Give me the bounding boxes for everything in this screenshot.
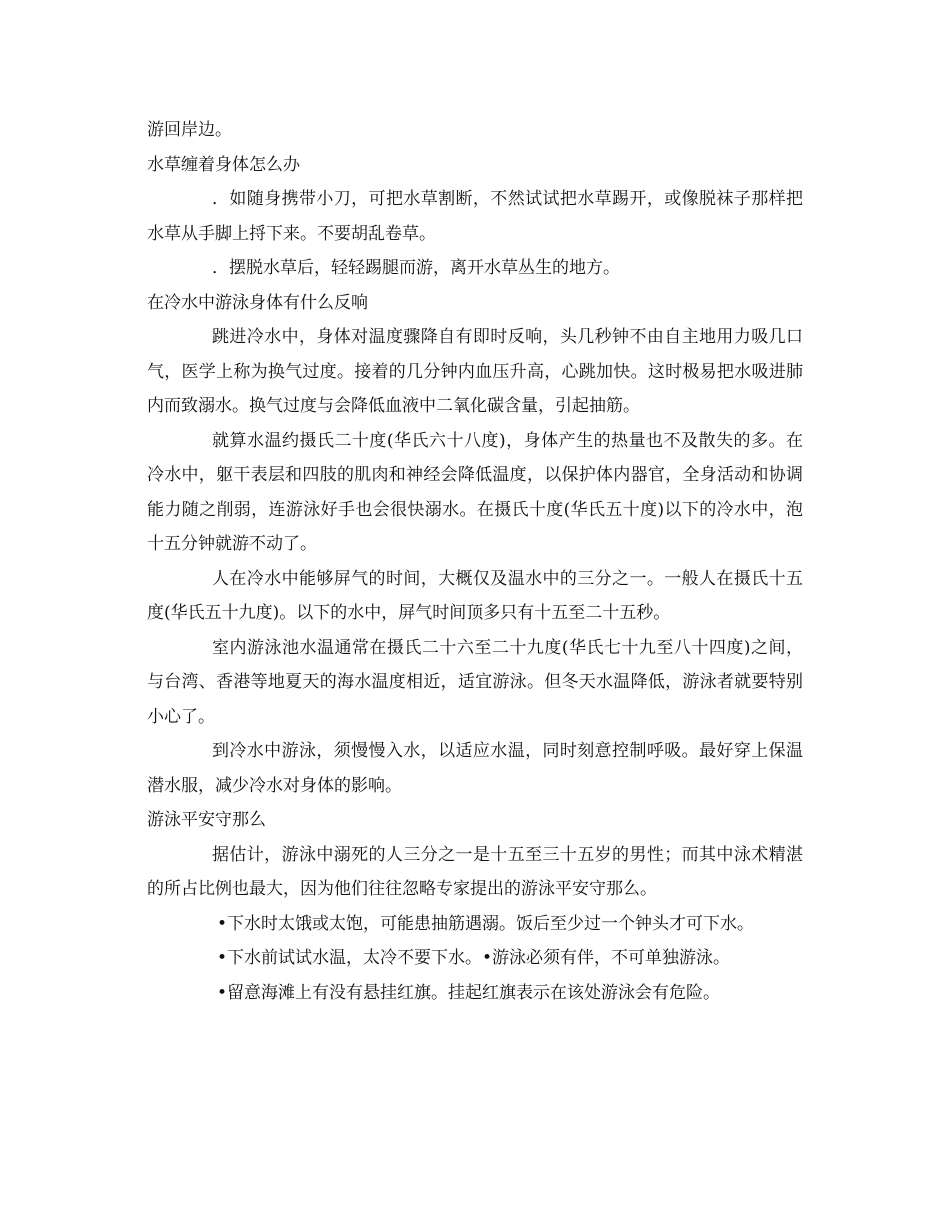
paragraph-heat-loss: 就算水温约摄氏二十度(华氏六十八度)，身体产生的热量也不及散失的多。在冷水中，躯干表层和四肢的肌肉和神经会降低温度，以保护体内器官，全身活动和协调能力随之削弱，连游泳好手也会很快溺水。在摄氏十度(华氏五十度)以下的冷水中，泡十五分钟就游不动了。 (147, 430, 803, 554)
paragraph-pool-temperature: 室内游泳池水温通常在摄氏二十六至二十九度(华氏七十九至八十四度)之间，与台湾、香港等地夏天的海水温度相近，适宜游泳。但冬天水温降低，游泳者就要特别小心了。 (147, 637, 803, 727)
bullet-water-temp-buddy: •下水前试试水温，太冷不要下水。•游泳必须有伴，不可单独游泳。 (217, 948, 731, 968)
paragraph-escape-weed: ．摆脱水草后，轻轻踢腿而游，离开水草丛生的地方。 (212, 258, 620, 278)
paragraph-drowning-stats: 据估计，游泳中溺死的人三分之一是十五至三十五岁的男性；而其中泳术精湛的所占比例也最大，因为他们往往忽略专家提出的游泳平安守那么。 (147, 844, 803, 899)
paragraph-breath-hold: 人在冷水中能够屏气的时间，大概仅及温水中的三分之一。一般人在摄氏十五度(华氏五十九度)。以下的水中，屏气时间顶多只有十五至二十五秒。 (147, 568, 803, 623)
bullet-red-flag: •留意海滩上有没有悬挂红旗。挂起红旗表示在该处游泳会有危险。 (217, 982, 721, 1003)
heading-safety-rules: 游泳平安守那么 (147, 810, 266, 830)
paragraph-cut-weed: ．如随身携带小刀，可把水草割断，不然试试把水草踢开，或像脱袜子那样把水草从手脚上捋下来。不要胡乱卷草。 (147, 189, 803, 244)
paragraph-hyperventilation: 跳进冷水中，身体对温度骤降自有即时反响，头几秒钟不由自主地用力吸几口气，医学上称为换气过度。接着的几分钟内血压升高，心跳加快。这时极易把水吸进肺内而致溺水。换气过度与会降低血液中二氧化碳含量，引起抽筋。 (147, 327, 803, 416)
document-body (147, 113, 803, 1010)
heading-waterweed: 水草缠着身体怎么办 (147, 154, 300, 175)
bullet-hunger: •下水时太饿或太饱，可能患抽筋遇溺。饭后至少过一个钟头才可下水。 (217, 913, 755, 934)
heading-cold-water: 在冷水中游泳身体有什么反响 (147, 292, 368, 313)
paragraph-enter-slowly: 到冷水中游泳，须慢慢入水，以适应水温，同时刻意控制呼吸。最好穿上保温潜水服，减少冷水对身体的影响。 (147, 741, 803, 796)
paragraph-swim-back: 游回岸边。 (147, 120, 232, 140)
